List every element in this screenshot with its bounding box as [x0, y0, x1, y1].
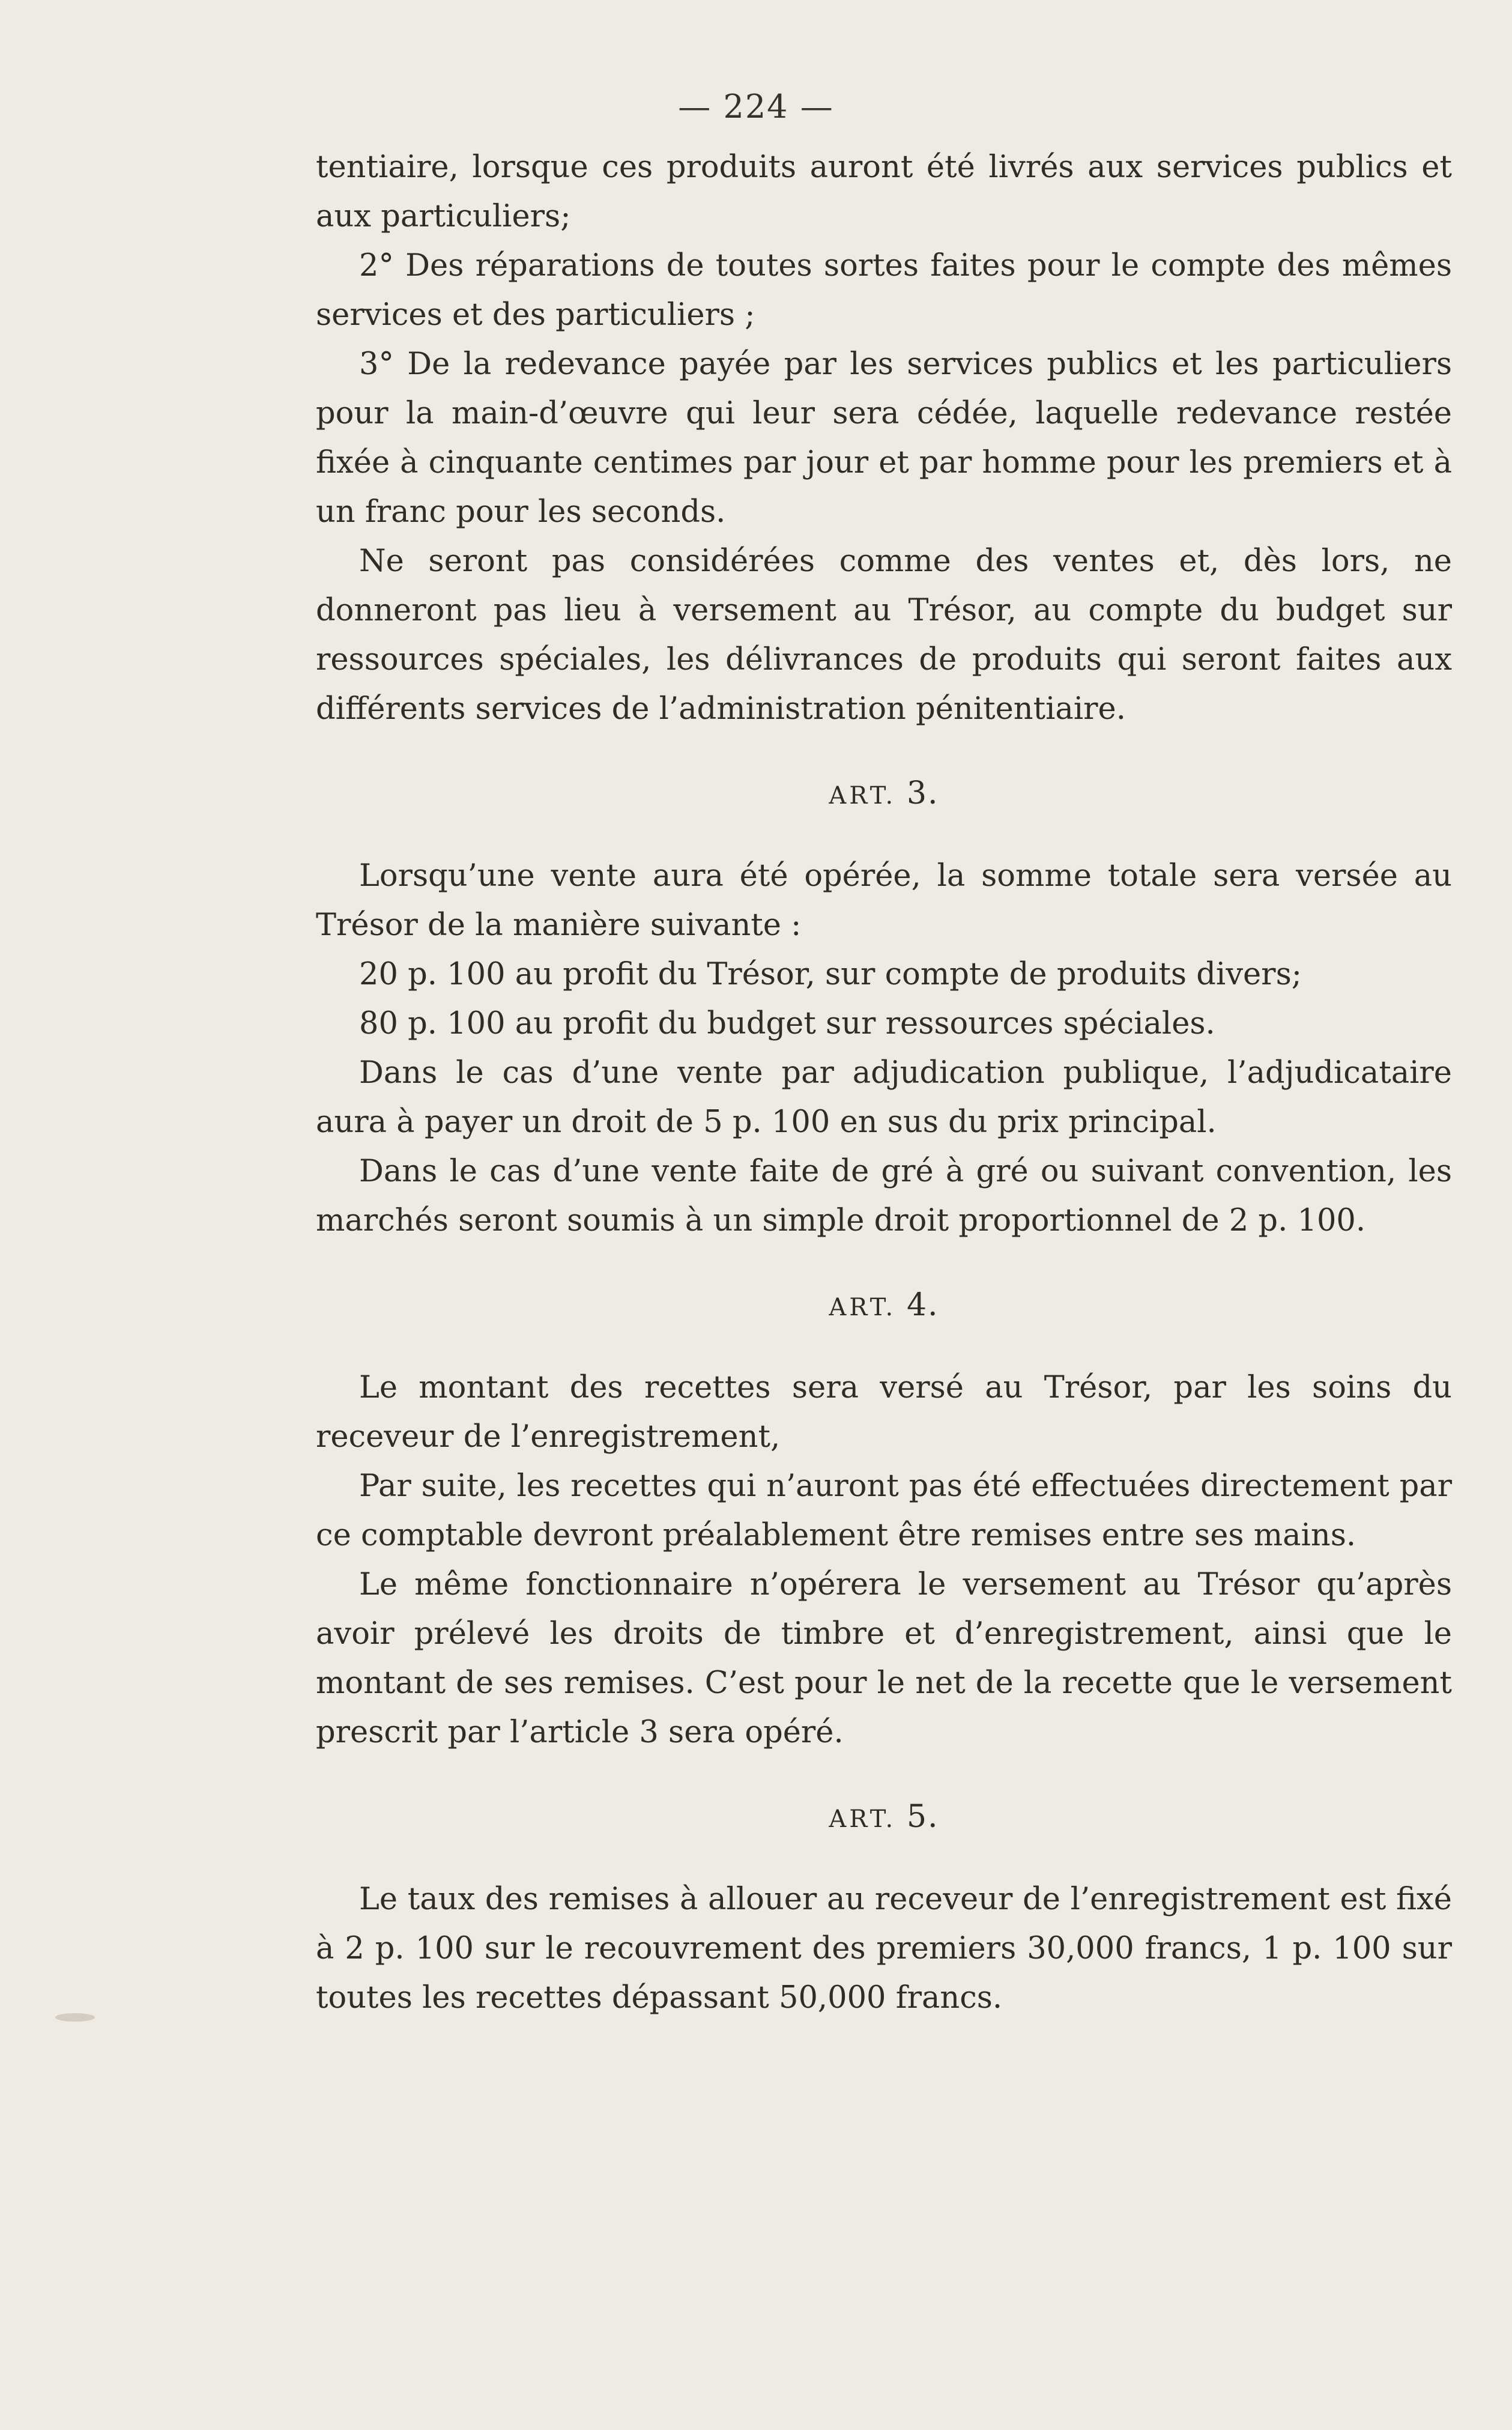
article-number: 3.	[906, 775, 939, 811]
paragraph: Le même fonctionnaire n’opérera le versement au Trésor qu’après avoir prélevé les droits de timbre et d’enregistrement, ainsi que le montant de ses remises. C’est pour le net de la recette que le versement prescrit par l’article 3 sera opéré.	[316, 1567, 1452, 1750]
paper-speck	[55, 2013, 95, 2022]
paragraph: 20 p. 100 au profit du Trésor, sur compte de produits divers;	[359, 957, 1302, 992]
article-prefix: ART.	[829, 782, 897, 810]
article-5-heading	[316, 1792, 1452, 1844]
paragraph: tentiaire, lorsque ces produits auront été livrés aux services publics et aux particuliers;	[316, 150, 1452, 234]
page-number: — 224 —	[678, 88, 834, 126]
paragraph: 2° Des réparations de toutes sortes faites pour le compte des mêmes services et des particuliers ;	[316, 248, 1452, 333]
paragraph: Dans le cas d’une vente faite de gré à gré ou suivant convention, les marchés seront soumis à un simple droit proportionnel de 2 p. 100.	[316, 1154, 1452, 1238]
paragraph: Ne seront pas considérées comme des ventes et, dès lors, ne donneront pas lieu à versement au Trésor, au compte du budget sur ressources spéciales, les délivrances de produits qui seront faites aux différents services de l’administration pénitentiaire.	[316, 544, 1452, 727]
article-prefix: ART.	[829, 1805, 897, 1833]
article-prefix: ART.	[829, 1294, 897, 1321]
article-3-heading	[316, 769, 1452, 820]
article-4-heading	[316, 1280, 1452, 1332]
paragraph: 80 p. 100 au profit du budget sur ressources spéciales.	[359, 1006, 1215, 1041]
paragraph: Par suite, les recettes qui n’auront pas été effectuées directement par ce comptable devront préalablement être remises entre ses mains.	[316, 1468, 1452, 1553]
article-number: 4.	[906, 1287, 939, 1323]
paragraph: 3° De la redevance payée par les services publics et les particuliers pour la main-d’œuvre qui leur sera cédée, laquelle redevance restée fixée à cinquante centimes par jour et par homme pour les premiers et à un franc pour les seconds.	[316, 347, 1452, 530]
body-text	[316, 143, 1452, 2023]
paragraph: Lorsqu’une vente aura été opérée, la somme totale sera versée au Trésor de la manière suivante :	[316, 858, 1452, 943]
paragraph: Le montant des recettes sera versé au Trésor, par les soins du receveur de l’enregistrement,	[316, 1370, 1452, 1455]
paragraph: Le taux des remises à allouer au receveur de l’enregistrement est fixé à 2 p. 100 sur le recouvrement des premiers 30,000 francs, 1 p. 100 sur toutes les recettes dépassant 50,000 francs.	[316, 1882, 1452, 2016]
paragraph: Dans le cas d’une vente par adjudication publique, l’adjudicataire aura à payer un droit de 5 p. 100 en sus du prix principal.	[316, 1055, 1452, 1140]
article-number: 5.	[906, 1799, 939, 1835]
